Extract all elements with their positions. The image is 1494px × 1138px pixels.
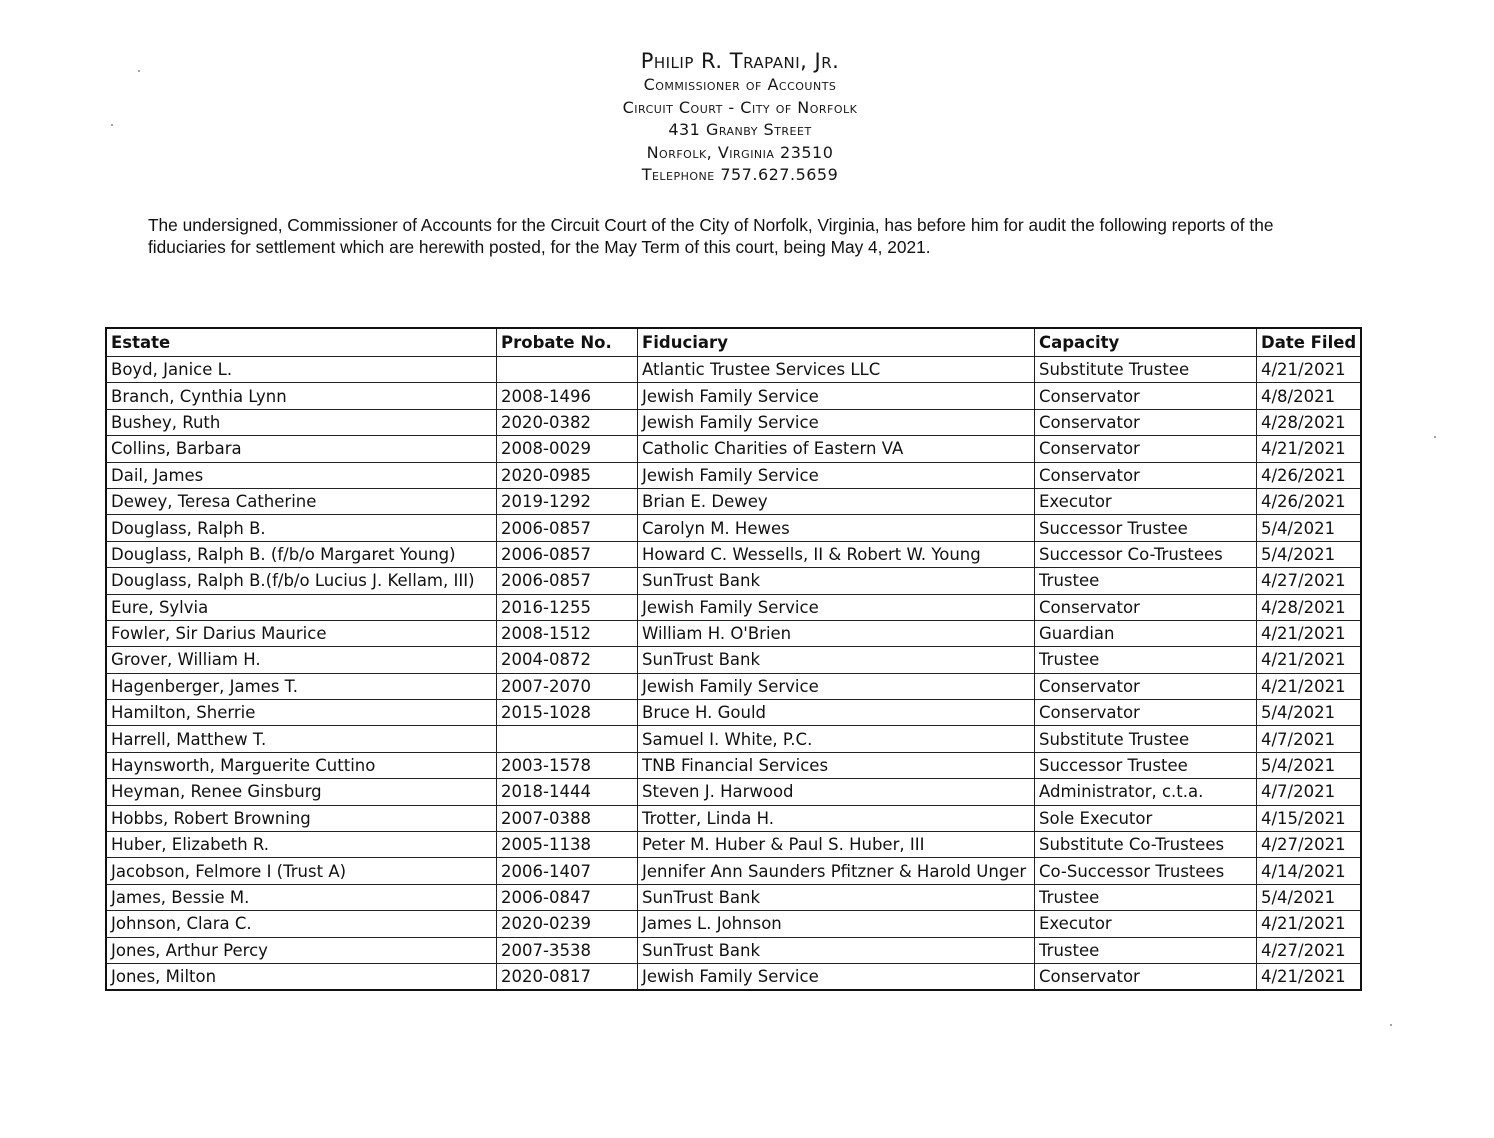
scan-speck xyxy=(1434,436,1436,438)
probate-no-cell: 2006-0857 xyxy=(497,568,638,594)
probate-no-cell: 2008-1512 xyxy=(497,620,638,646)
telephone: Telephone 757.627.5659 xyxy=(641,165,839,184)
probate-no-cell: 2005-1138 xyxy=(497,832,638,858)
capacity-cell: Trustee xyxy=(1035,884,1257,910)
date-filed-cell: 4/27/2021 xyxy=(1257,568,1362,594)
probate-no-cell xyxy=(497,357,638,383)
capacity-cell: Successor Trustee xyxy=(1035,752,1257,778)
table-row xyxy=(106,726,1361,752)
fiduciary-cell: Bruce H. Gould xyxy=(638,700,1035,726)
table-row xyxy=(106,752,1361,778)
estate-cell: Jacobson, Felmore I (Trust A) xyxy=(106,858,497,884)
probate-no-cell: 2004-0872 xyxy=(497,647,638,673)
date-filed-cell: 4/14/2021 xyxy=(1257,858,1362,884)
capacity-cell: Conservator xyxy=(1035,462,1257,488)
fiduciary-cell: Jewish Family Service xyxy=(638,409,1035,435)
date-filed-cell: 4/21/2021 xyxy=(1257,357,1362,383)
fiduciary-cell: Samuel I. White, P.C. xyxy=(638,726,1035,752)
capacity-cell: Trustee xyxy=(1035,568,1257,594)
date-filed-cell: 5/4/2021 xyxy=(1257,700,1362,726)
capacity-cell: Conservator xyxy=(1035,700,1257,726)
table-header-row xyxy=(106,328,1361,357)
estate-cell: Haynsworth, Marguerite Cuttino xyxy=(106,752,497,778)
estate-cell: Dewey, Teresa Catherine xyxy=(106,488,497,514)
fiduciary-cell: Jewish Family Service xyxy=(638,963,1035,990)
estate-cell: Huber, Elizabeth R. xyxy=(106,832,497,858)
table-body xyxy=(106,357,1361,991)
table-row xyxy=(106,436,1361,462)
fiduciary-cell: SunTrust Bank xyxy=(638,568,1035,594)
table-row xyxy=(106,594,1361,620)
date-filed-cell: 4/27/2021 xyxy=(1257,937,1362,963)
date-filed-cell: 4/21/2021 xyxy=(1257,911,1362,937)
estate-cell: Douglass, Ralph B. xyxy=(106,515,497,541)
table-row xyxy=(106,700,1361,726)
capacity-cell: Substitute Trustee xyxy=(1035,357,1257,383)
probate-no-cell: 2006-0857 xyxy=(497,515,638,541)
table-row xyxy=(106,383,1361,409)
date-filed-cell: 4/7/2021 xyxy=(1257,779,1362,805)
fiduciary-cell: Jewish Family Service xyxy=(638,594,1035,620)
capacity-cell: Conservator xyxy=(1035,594,1257,620)
estate-cell: Jones, Milton xyxy=(106,963,497,990)
fiduciary-cell: Jennifer Ann Saunders Pfitzner & Harold Unger xyxy=(638,858,1035,884)
scan-speck xyxy=(111,124,113,126)
fiduciary-cell: Catholic Charities of Eastern VA xyxy=(638,436,1035,462)
intro-paragraph: The undersigned, Commissioner of Accounts for the Circuit Court of the City of Norfolk, Virginia, has before him for audit the following reports of the fiduciaries for settlement which are herewith posted, for the May Term of this court, being May 4, 2021. xyxy=(148,215,1274,257)
capacity-cell: Trustee xyxy=(1035,937,1257,963)
table-row xyxy=(106,673,1361,699)
table-row xyxy=(106,488,1361,514)
capacity-cell: Co-Successor Trustees xyxy=(1035,858,1257,884)
date-filed-cell: 4/27/2021 xyxy=(1257,832,1362,858)
fiduciary-reports-table xyxy=(105,327,1362,991)
capacity-cell: Guardian xyxy=(1035,620,1257,646)
estate-cell: Fowler, Sir Darius Maurice xyxy=(106,620,497,646)
fiduciary-cell: Peter M. Huber & Paul S. Huber, III xyxy=(638,832,1035,858)
estate-cell: Johnson, Clara C. xyxy=(106,911,497,937)
header-date-filed: Date Filed xyxy=(1257,328,1362,357)
date-filed-cell: 4/21/2021 xyxy=(1257,673,1362,699)
date-filed-cell: 5/4/2021 xyxy=(1257,515,1362,541)
probate-no-cell: 2006-1407 xyxy=(497,858,638,884)
capacity-cell: Conservator xyxy=(1035,383,1257,409)
table-row xyxy=(106,911,1361,937)
estate-cell: Dail, James xyxy=(106,462,497,488)
date-filed-cell: 5/4/2021 xyxy=(1257,541,1362,567)
fiduciary-cell: Atlantic Trustee Services LLC xyxy=(638,357,1035,383)
probate-no-cell: 2007-2070 xyxy=(497,673,638,699)
probate-no-cell: 2006-0857 xyxy=(497,541,638,567)
commissioner-title: Commissioner of Accounts xyxy=(643,75,837,94)
fiduciary-cell: Howard C. Wessells, II & Robert W. Young xyxy=(638,541,1035,567)
table-row xyxy=(106,937,1361,963)
estate-cell: Harrell, Matthew T. xyxy=(106,726,497,752)
estate-cell: Eure, Sylvia xyxy=(106,594,497,620)
probate-no-cell: 2006-0847 xyxy=(497,884,638,910)
estate-cell: James, Bessie M. xyxy=(106,884,497,910)
fiduciary-cell: Jewish Family Service xyxy=(638,383,1035,409)
table-row xyxy=(106,963,1361,990)
probate-no-cell: 2015-1028 xyxy=(497,700,638,726)
probate-no-cell: 2019-1292 xyxy=(497,488,638,514)
table-row xyxy=(106,884,1361,910)
fiduciary-cell: TNB Financial Services xyxy=(638,752,1035,778)
header-capacity: Capacity xyxy=(1035,328,1257,357)
capacity-cell: Conservator xyxy=(1035,963,1257,990)
date-filed-cell: 4/21/2021 xyxy=(1257,647,1362,673)
street-address: 431 Granby Street xyxy=(668,120,812,139)
table-row xyxy=(106,515,1361,541)
estate-cell: Bushey, Ruth xyxy=(106,409,497,435)
capacity-cell: Executor xyxy=(1035,911,1257,937)
table-row xyxy=(106,779,1361,805)
capacity-cell: Executor xyxy=(1035,488,1257,514)
capacity-cell: Trustee xyxy=(1035,647,1257,673)
estate-cell: Jones, Arthur Percy xyxy=(106,937,497,963)
table-row xyxy=(106,832,1361,858)
probate-no-cell: 2007-3538 xyxy=(497,937,638,963)
fiduciary-cell: William H. O'Brien xyxy=(638,620,1035,646)
estate-cell: Hagenberger, James T. xyxy=(106,673,497,699)
fiduciary-cell: SunTrust Bank xyxy=(638,937,1035,963)
fiduciary-cell: Jewish Family Service xyxy=(638,673,1035,699)
date-filed-cell: 5/4/2021 xyxy=(1257,752,1362,778)
capacity-cell: Sole Executor xyxy=(1035,805,1257,831)
header-probate-no: Probate No. xyxy=(497,328,638,357)
capacity-cell: Administrator, c.t.a. xyxy=(1035,779,1257,805)
estate-cell: Douglass, Ralph B.(f/b/o Lucius J. Kellam, III) xyxy=(106,568,497,594)
probate-no-cell: 2007-0388 xyxy=(497,805,638,831)
table-row xyxy=(106,357,1361,383)
date-filed-cell: 4/28/2021 xyxy=(1257,409,1362,435)
header-fiduciary: Fiduciary xyxy=(638,328,1035,357)
capacity-cell: Successor Trustee xyxy=(1035,515,1257,541)
estate-cell: Hamilton, Sherrie xyxy=(106,700,497,726)
fiduciary-cell: Trotter, Linda H. xyxy=(638,805,1035,831)
table-row xyxy=(106,462,1361,488)
fiduciary-cell: SunTrust Bank xyxy=(638,647,1035,673)
fiduciary-cell: Jewish Family Service xyxy=(638,462,1035,488)
probate-no-cell: 2020-0239 xyxy=(497,911,638,937)
date-filed-cell: 4/15/2021 xyxy=(1257,805,1362,831)
capacity-cell: Conservator xyxy=(1035,673,1257,699)
date-filed-cell: 4/8/2021 xyxy=(1257,383,1362,409)
letterhead xyxy=(540,48,940,187)
table-row xyxy=(106,568,1361,594)
scan-speck xyxy=(1390,1024,1392,1026)
date-filed-cell: 4/7/2021 xyxy=(1257,726,1362,752)
capacity-cell: Successor Co-Trustees xyxy=(1035,541,1257,567)
table-row xyxy=(106,858,1361,884)
table-row xyxy=(106,409,1361,435)
capacity-cell: Substitute Co-Trustees xyxy=(1035,832,1257,858)
fiduciary-cell: Carolyn M. Hewes xyxy=(638,515,1035,541)
date-filed-cell: 4/26/2021 xyxy=(1257,462,1362,488)
date-filed-cell: 4/21/2021 xyxy=(1257,620,1362,646)
city-address: Norfolk, Virginia 23510 xyxy=(646,142,834,162)
probate-no-cell: 2008-0029 xyxy=(497,436,638,462)
probate-no-cell: 2003-1578 xyxy=(497,752,638,778)
probate-no-cell: 2018-1444 xyxy=(497,779,638,805)
commissioner-name: Philip R. Trapani, Jr. xyxy=(640,49,840,73)
court-name: Circuit Court - City of Norfolk xyxy=(622,97,858,117)
estate-cell: Grover, William H. xyxy=(106,647,497,673)
fiduciary-cell: Brian E. Dewey xyxy=(638,488,1035,514)
table-row xyxy=(106,620,1361,646)
date-filed-cell: 4/21/2021 xyxy=(1257,963,1362,990)
date-filed-cell: 5/4/2021 xyxy=(1257,884,1362,910)
estate-cell: Hobbs, Robert Browning xyxy=(106,805,497,831)
estate-cell: Heyman, Renee Ginsburg xyxy=(106,779,497,805)
capacity-cell: Conservator xyxy=(1035,409,1257,435)
probate-no-cell xyxy=(497,726,638,752)
estate-cell: Boyd, Janice L. xyxy=(106,357,497,383)
probate-no-cell: 2020-0382 xyxy=(497,409,638,435)
date-filed-cell: 4/21/2021 xyxy=(1257,436,1362,462)
fiduciary-cell: James L. Johnson xyxy=(638,911,1035,937)
probate-no-cell: 2020-0985 xyxy=(497,462,638,488)
header-estate: Estate xyxy=(106,328,497,357)
estate-cell: Branch, Cynthia Lynn xyxy=(106,383,497,409)
probate-no-cell: 2008-1496 xyxy=(497,383,638,409)
estate-cell: Collins, Barbara xyxy=(106,436,497,462)
capacity-cell: Substitute Trustee xyxy=(1035,726,1257,752)
table-row xyxy=(106,805,1361,831)
table-row xyxy=(106,541,1361,567)
probate-no-cell: 2020-0817 xyxy=(497,963,638,990)
capacity-cell: Conservator xyxy=(1035,436,1257,462)
probate-no-cell: 2016-1255 xyxy=(497,594,638,620)
table-row xyxy=(106,647,1361,673)
scan-speck xyxy=(138,70,140,72)
date-filed-cell: 4/26/2021 xyxy=(1257,488,1362,514)
fiduciary-cell: Steven J. Harwood xyxy=(638,779,1035,805)
date-filed-cell: 4/28/2021 xyxy=(1257,594,1362,620)
estate-cell: Douglass, Ralph B. (f/b/o Margaret Young) xyxy=(106,541,497,567)
fiduciary-cell: SunTrust Bank xyxy=(638,884,1035,910)
